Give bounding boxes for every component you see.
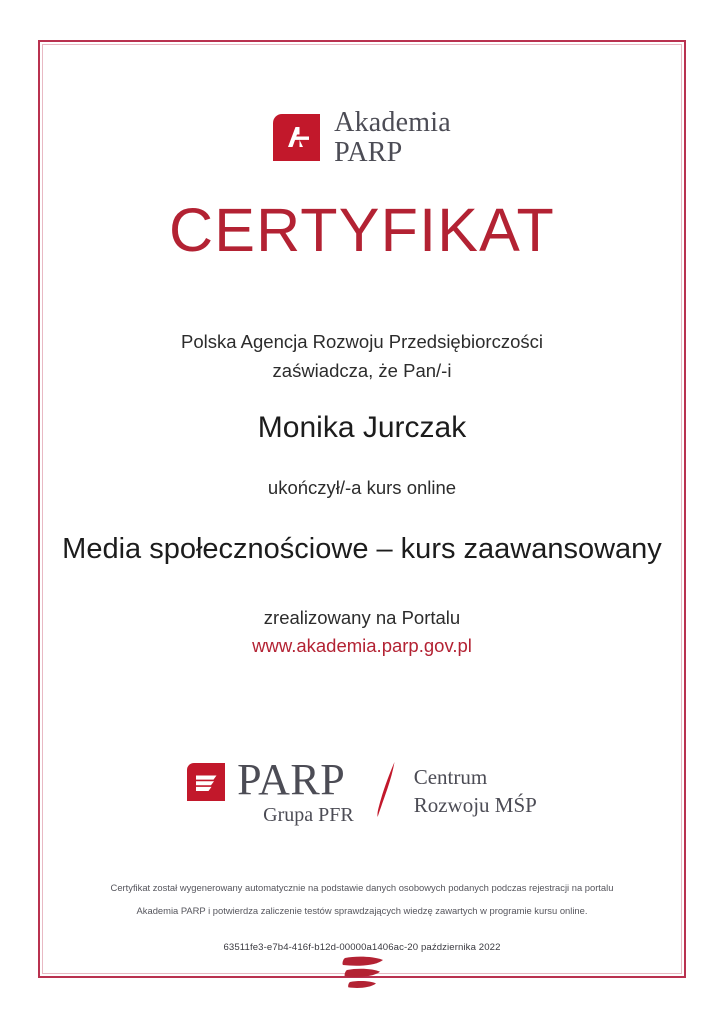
recipient-name: Monika Jurczak [257, 411, 467, 444]
red-slash-divider-icon [374, 758, 400, 820]
fine-print-disclaimer [78, 876, 646, 922]
centrum-line-1: Centrum [413, 765, 488, 789]
parp-text-block [237, 755, 354, 828]
issuer-line-2: zaświadcza, że Pan/-i [272, 359, 452, 381]
parp-grupa-pfr-logo [187, 755, 354, 828]
issuer-line-1: Polska Agencja Rozwoju Przedsiębiorczości [181, 331, 543, 352]
certificate-title: CERTYFIKAT [169, 196, 555, 264]
akademia-parp-a-mark-icon [273, 114, 320, 161]
fine-print-line-2: Akademia PARP i potwierdza zaliczenie testów sprawdzających wiedzę zawartych w programie kursu online. [136, 905, 588, 917]
issuer-statement [38, 328, 686, 385]
akademia-parp-logo [38, 108, 686, 168]
course-title: Media społecznościowe – kurs zaawansowany [62, 533, 662, 565]
parp-subtitle: Grupa PFR [263, 804, 354, 827]
certificate-id-and-date: 63511fe3-e7b4-416f-b12d-00000a1406ac-20 października 2022 [223, 942, 501, 953]
wordmark-line-1: Akademia [334, 107, 451, 138]
portal-statement: zrealizowany na Portalu [263, 607, 461, 628]
wordmark-line-2: PARP [334, 136, 403, 168]
akademia-parp-wordmark [334, 108, 451, 168]
centrum-line-2: Rozwoju MŚP [413, 792, 537, 817]
certificate-content [38, 40, 686, 978]
portal-url[interactable]: www.akademia.parp.gov.pl [252, 635, 472, 656]
fine-print-line-1: Certyfikat został wygenerowany automatycznie na podstawie danych osobowych podanych podczas rejestracji na portalu [110, 882, 614, 893]
centrum-rozwoju-msp-label [414, 758, 537, 819]
parp-wordmark: PARP [237, 755, 346, 804]
partner-logos [38, 755, 686, 828]
completion-statement: ukończył/-a kurs online [267, 477, 457, 498]
parp-stripes-mark-icon [187, 763, 225, 801]
parp-stripes-emblem-icon [331, 955, 393, 1001]
